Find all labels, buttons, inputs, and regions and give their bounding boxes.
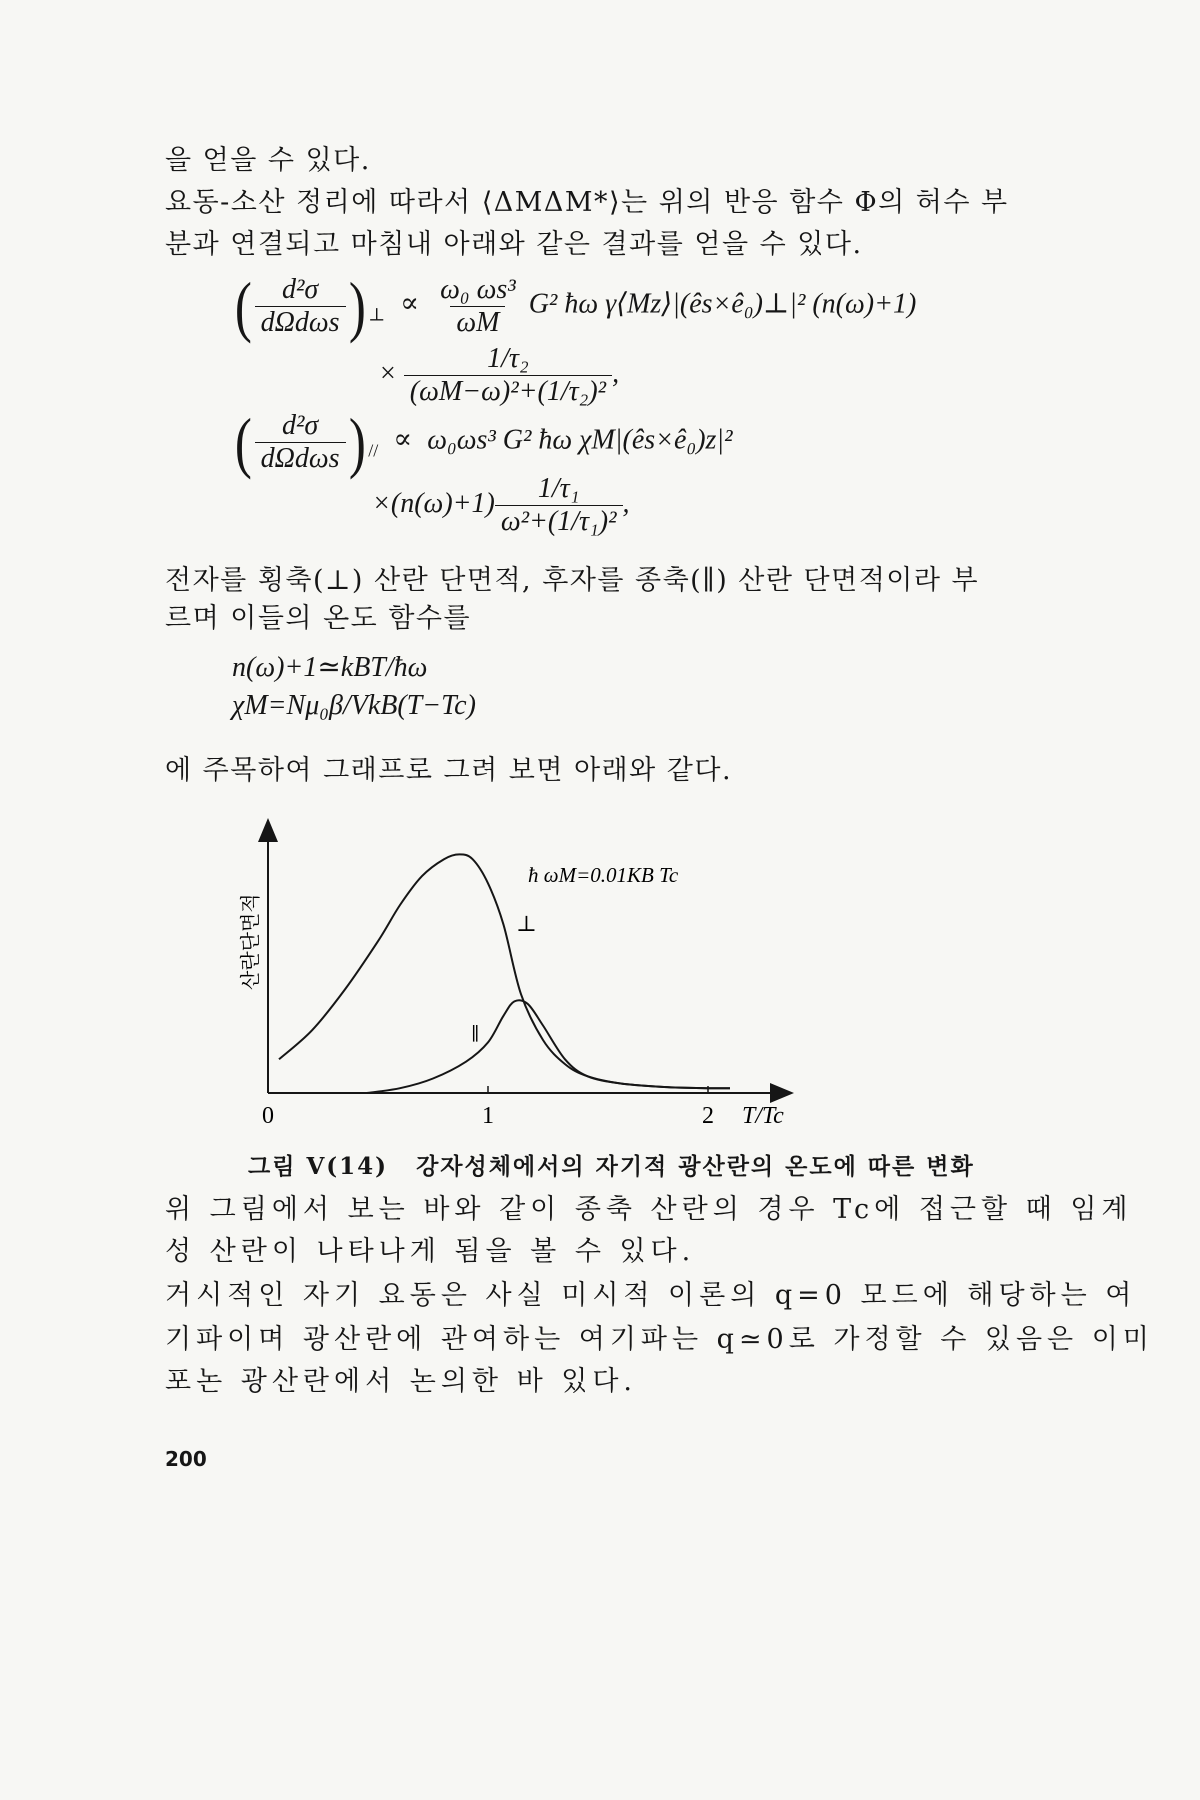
coefficient-fraction: $\frac{\text{ω₀ ωs³}}{\omega M}$ bbox=[440, 273, 516, 338]
temperature-function-2: χM=Nμ₀β/VkB(T−Tc) bbox=[232, 690, 476, 721]
text-line-7: 위 그림에서 보는 바와 같이 종축 산란의 경우 Tc에 접근할 때 임계 bbox=[165, 1194, 1133, 1225]
page-number: 200 bbox=[165, 1447, 207, 1471]
x-tick-label-1: 1 bbox=[482, 1103, 494, 1129]
text-line-11: 포논 광산란에서 논의한 바 있다. bbox=[165, 1366, 637, 1397]
perp-curve-label: ⊥ bbox=[516, 912, 537, 937]
text-line-6: 에 주목하여 그래프로 그려 보면 아래와 같다. bbox=[165, 755, 733, 786]
lorentzian-fraction-parallel: $\frac{\text{1/τ₁}}{\text{ω²+(1/τ₁)²}}$ bbox=[495, 475, 623, 536]
text-line-1: 을 얻을 수 있다. bbox=[165, 145, 371, 176]
equation-parallel: ( $\frac{\text{d²σ}}{\text{dΩdωs}}$ ) $_{//}$ ∝ ω₀ωs³ G² ħω χM|(ês×ê₀)z|² bbox=[234, 404, 733, 480]
x-axis-label: T/Tc bbox=[742, 1103, 784, 1129]
equation-perp-line2: × $\frac{\text{1/τ₂}}{\text{(ωM−ω)²+(1/τ₂)²}}$ , bbox=[380, 343, 620, 407]
y-axis-label: 산란단면적 bbox=[238, 893, 262, 990]
text-line-5: 르며 이들의 온도 함수를 bbox=[165, 603, 472, 634]
x-tick-label-2: 2 bbox=[702, 1103, 714, 1129]
text-line-2: 요동-소산 정리에 따라서 ⟨ΔMΔM*⟩는 위의 반응 함수 Φ의 허수 부 bbox=[165, 187, 1009, 218]
equation-perp: ( $\frac{\text{d²σ}}{\text{dΩdωs}}$ ) $_\perp$ ∝ $\frac{\text{ω₀ ωs³}}{\omega M}$ G² ħω γ⟨Mz⟩|(ês×ê₀)⊥|² (n(ω)+1) bbox=[234, 268, 917, 344]
temperature-function-1: n(ω)+1≃kBT/ħω bbox=[232, 652, 428, 683]
hbar-omega-annotation: ħ ωM=0.01KB Tc bbox=[528, 863, 679, 887]
text-line-10: 기파이며 광산란에 관여하는 여기파는 q≃0로 가정할 수 있음은 이미 bbox=[165, 1324, 1154, 1355]
lhs-fraction-perp: $\frac{\text{d²σ}}{\text{dΩdωs}}$ bbox=[255, 276, 346, 337]
perp-curve bbox=[279, 854, 730, 1088]
text-line-4: 전자를 횡축(⊥) 산란 단면적, 후자를 종축(∥) 산란 단면적이라 부 bbox=[165, 565, 980, 596]
text-line-8: 성 산란이 나타나게 됨을 볼 수 있다. bbox=[165, 1236, 696, 1267]
equation-parallel-line2: ×(n(ω)+1) $\frac{\text{1/τ₁}}{\text{ω²+(1/τ₁)²}}$ , bbox=[372, 473, 630, 537]
x-tick-label-0: 0 bbox=[262, 1103, 274, 1129]
lhs-fraction-parallel: $\frac{\text{d²σ}}{\text{dΩdωs}}$ bbox=[255, 412, 346, 473]
lorentzian-fraction-perp: $\frac{\text{1/τ₂}}{\text{(ωM−ω)²+(1/τ₂)²}}$ bbox=[404, 345, 612, 406]
text-line-3: 분과 연결되고 마침내 아래와 같은 결과를 얻을 수 있다. bbox=[165, 229, 863, 260]
parallel-curve-label: ∥ bbox=[471, 1024, 480, 1045]
figure-caption: 그림 V(14) 강자성체에서의 자기적 광산란의 온도에 따른 변화 bbox=[248, 1153, 975, 1180]
text-line-9: 거시적인 자기 요동은 사실 미시적 이론의 q=0 모드에 해당하는 여 bbox=[165, 1280, 1137, 1311]
